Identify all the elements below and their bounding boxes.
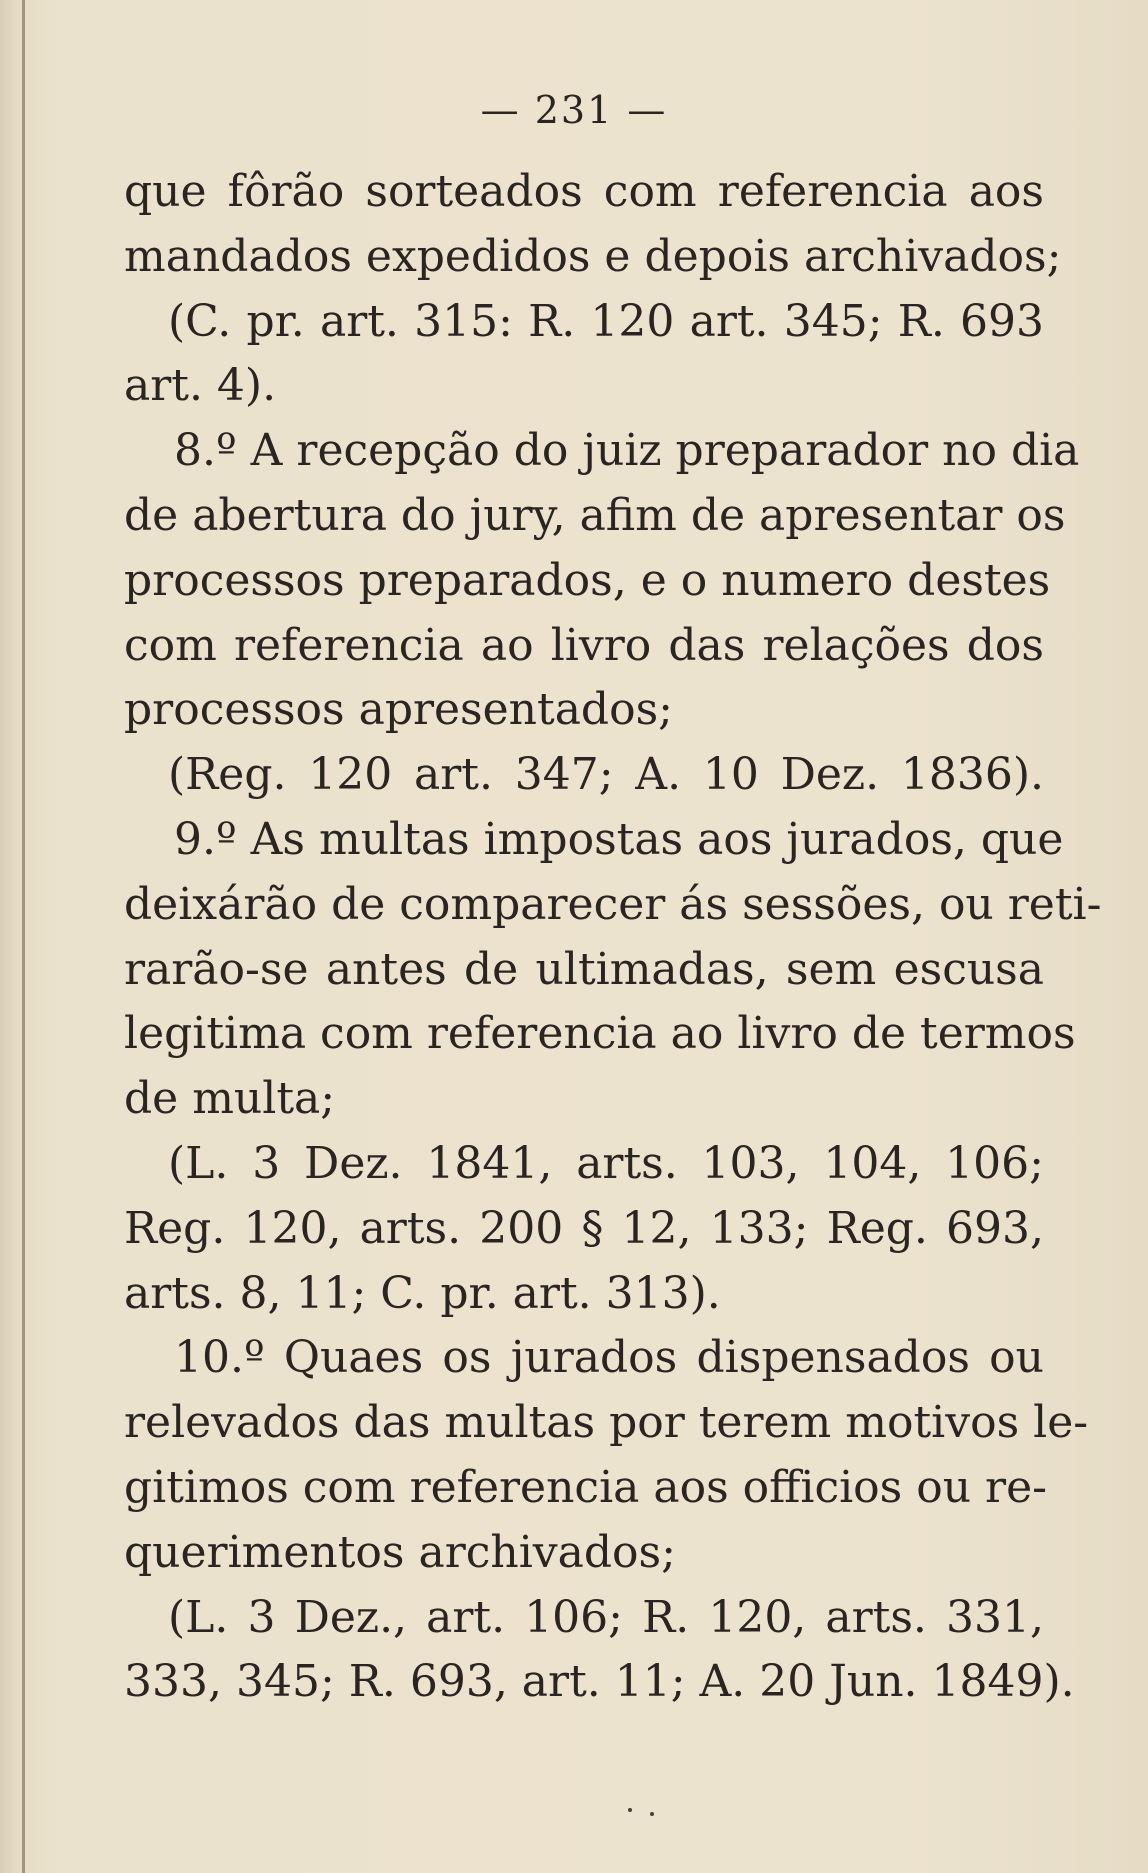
page-number: — 231 —: [480, 88, 668, 132]
citation-line: (L. 3 Dez., art. 106; R. 120, arts. 331,: [168, 1591, 1044, 1643]
text-line: deixárão de comparecer ás sessões, ou reti-: [124, 878, 1102, 930]
print-speck: [650, 1812, 654, 1816]
item-8-line: 8.º A recepção do juiz preparador no dia: [174, 425, 1080, 477]
text-line: processos apresentados;: [124, 684, 673, 736]
item-9-line: 9.º As multas impostas aos jurados, que: [174, 813, 1064, 865]
text-line: de multa;: [124, 1073, 336, 1125]
citation-line: (L. 3 Dez. 1841, arts. 103, 104, 106;: [168, 1137, 1044, 1189]
item-10-line: 10.º Quaes os jurados dispensados ou: [174, 1332, 1044, 1384]
text-line: processos preparados, e o numero destes: [124, 554, 1051, 606]
page-spine-edge: [22, 0, 25, 1873]
text-line: mandados expedidos e depois archivados;: [124, 230, 1062, 282]
text-line: rarão-se antes de ultimadas, sem escusa: [124, 943, 1044, 995]
text-line: com referencia ao livro das relações dos: [124, 619, 1044, 671]
text-line: que fôrão sorteados com referencia aos: [124, 166, 1044, 217]
text-line: legitima com referencia ao livro de termos: [124, 1008, 1076, 1060]
citation-line: 333, 345; R. 693, art. 11; A. 20 Jun. 1849).: [124, 1656, 1075, 1708]
text-line: querimentos archivados;: [124, 1526, 676, 1578]
citation-line: Reg. 120, arts. 200 § 12, 133; Reg. 693,: [124, 1202, 1044, 1254]
text-line: de abertura do jury, afim de apresentar os: [124, 489, 1066, 541]
print-speck: [628, 1808, 632, 1812]
text-line: relevados das multas por terem motivos le-: [124, 1397, 1089, 1449]
text-line: gitimos com referencia aos officios ou re-: [124, 1461, 1047, 1513]
citation-line: arts. 8, 11; C. pr. art. 313).: [124, 1267, 721, 1319]
citation-line: art. 4).: [124, 360, 277, 412]
citation-line: (C. pr. art. 315: R. 120 art. 345; R. 693: [168, 295, 1044, 347]
body-text: [124, 160, 1102, 1715]
citation-line: (Reg. 120 art. 347; A. 10 Dez. 1836).: [168, 749, 1044, 801]
